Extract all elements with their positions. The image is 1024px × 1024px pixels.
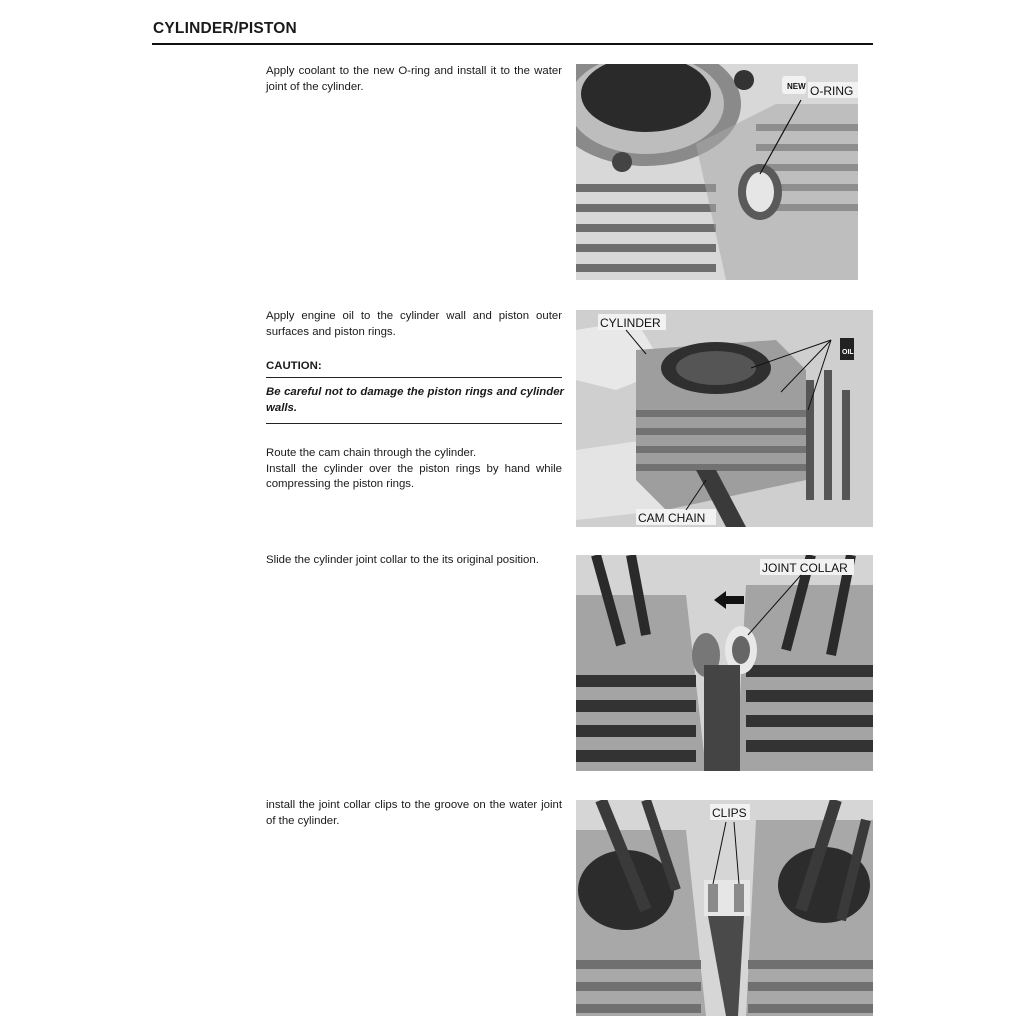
cylinder-install-photo (576, 310, 873, 527)
caution-top-rule (266, 377, 562, 378)
step-2-text: Apply engine oil to the cylinder wall and piston outer surfaces and piston rings. (266, 310, 562, 338)
clips-callout: CLIPS (712, 806, 747, 820)
caution-label: CAUTION: (266, 360, 322, 372)
step-3-text: Route the cam chain through the cylinder. Install the cylinder over the piston rings by hand while compressing the piston rings. (266, 447, 562, 490)
o-ring-callout: O-RING (810, 84, 854, 98)
oil-badge: OIL (842, 349, 854, 356)
step-1-text: Apply coolant to the new O-ring and install it to the water joint of the cylinder. (266, 65, 562, 93)
step-4-text: Slide the cylinder joint collar to the its original position. (266, 554, 539, 566)
step-5-text: install the joint collar clips to the groove on the water joint of the cylinder. (266, 799, 562, 827)
caution-body: Be careful not to damage the piston rings and cylinder walls. (266, 386, 564, 414)
section-title: CYLINDER/PISTON (153, 20, 297, 37)
joint-collar-callout: JOINT COLLAR (762, 561, 848, 575)
title-rule (152, 43, 873, 45)
cam-chain-callout: CAM CHAIN (638, 511, 706, 525)
caution-bottom-rule (266, 423, 562, 424)
new-badge: NEW (787, 82, 806, 91)
joint-collar-photo (576, 555, 873, 771)
clips-photo (576, 800, 873, 1016)
cylinder-callout: CYLINDER (600, 316, 661, 330)
o-ring-photo (576, 64, 858, 280)
